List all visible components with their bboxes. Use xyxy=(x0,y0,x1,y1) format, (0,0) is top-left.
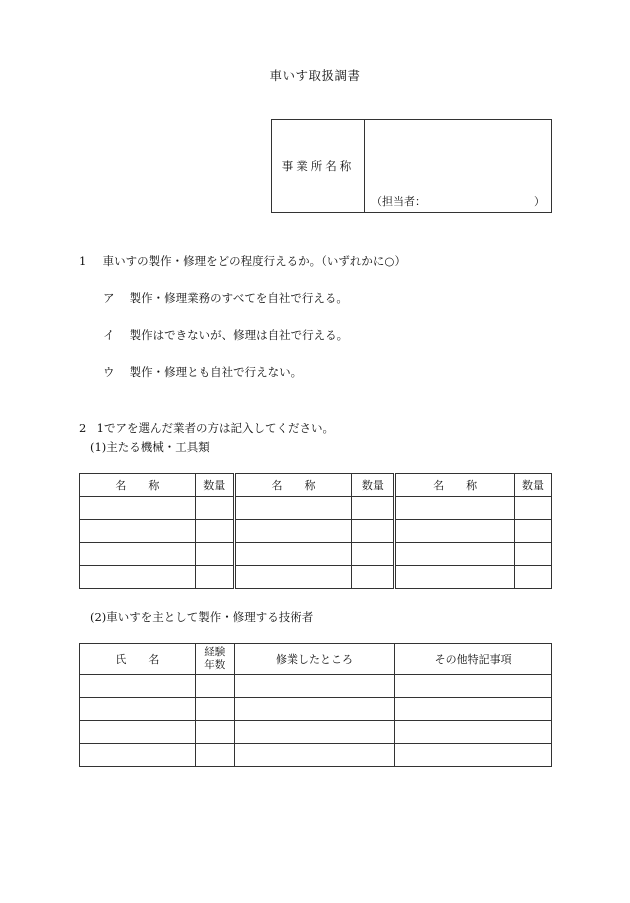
question-1 xyxy=(79,253,406,269)
table-row xyxy=(80,566,552,589)
tools-name-cell[interactable] xyxy=(395,520,515,543)
question-2 xyxy=(79,420,334,436)
tools-name-cell[interactable] xyxy=(395,566,515,589)
tools-qty-cell[interactable] xyxy=(195,566,234,589)
table-row xyxy=(80,675,552,698)
tools-qty-cell[interactable] xyxy=(195,497,234,520)
tools-qty-cell[interactable] xyxy=(352,520,395,543)
question-1-number: 1 xyxy=(79,254,87,268)
tools-name-cell[interactable] xyxy=(395,497,515,520)
technicians-table xyxy=(79,643,552,767)
tech-notes-cell[interactable] xyxy=(395,744,552,767)
business-info-table xyxy=(271,119,552,213)
option-a-mark: ア xyxy=(103,291,115,305)
tech-notes-cell[interactable] xyxy=(395,721,552,744)
option-i-text: 製作はできないが、修理は自社で行える。 xyxy=(129,328,349,342)
tech-experience-cell[interactable] xyxy=(195,698,234,721)
tools-name-cell[interactable] xyxy=(80,497,196,520)
tools-qty-header: 数量 xyxy=(195,474,234,497)
tech-experience-cell[interactable] xyxy=(195,744,234,767)
tools-table xyxy=(79,473,552,589)
tech-experience-cell[interactable] xyxy=(195,675,234,698)
tech-notes-cell[interactable] xyxy=(395,698,552,721)
tech-name-cell[interactable] xyxy=(80,744,196,767)
subsection-tools-label: (1)主たる機械・工具類 xyxy=(90,440,210,454)
question-2-text: 1でアを選んだ業者の方は記入してください。 xyxy=(96,421,334,435)
tools-qty-cell[interactable] xyxy=(515,497,552,520)
contact-close-label: ） xyxy=(534,195,545,208)
tools-qty-cell[interactable] xyxy=(515,566,552,589)
tools-qty-cell[interactable] xyxy=(352,497,395,520)
tech-name-header: 氏 名 xyxy=(80,644,196,675)
question-1-text: 車いすの製作・修理をどの程度行えるか。（いずれかに○） xyxy=(102,254,406,268)
tools-qty-cell[interactable] xyxy=(515,543,552,566)
tech-experience-header-line2: 年数 xyxy=(204,659,226,671)
tools-name-header: 名 称 xyxy=(234,474,352,497)
business-name-label: 事業所名称 xyxy=(272,120,365,213)
tech-experience-header xyxy=(195,644,234,675)
table-row xyxy=(80,497,552,520)
tech-experience-header-line1: 経験 xyxy=(204,646,226,658)
tools-qty-cell[interactable] xyxy=(515,520,552,543)
tech-name-cell[interactable] xyxy=(80,721,196,744)
tools-name-cell[interactable] xyxy=(80,566,196,589)
tools-name-cell[interactable] xyxy=(234,566,352,589)
table-row xyxy=(80,698,552,721)
tools-table-header xyxy=(80,474,552,497)
option-a-text: 製作・修理業務のすべてを自社で行える。 xyxy=(129,291,348,305)
option-u-mark: ウ xyxy=(103,365,115,379)
tech-notes-header: その他特記事項 xyxy=(395,644,552,675)
tech-name-cell[interactable] xyxy=(80,675,196,698)
table-row xyxy=(80,744,552,767)
tech-training-cell[interactable] xyxy=(234,721,395,744)
tools-name-cell[interactable] xyxy=(234,520,352,543)
subsection-technicians-label: (2)車いすを主として製作・修理する技術者 xyxy=(90,610,314,624)
technicians-table-header xyxy=(80,644,552,675)
option-a[interactable] xyxy=(103,290,348,306)
tools-qty-cell[interactable] xyxy=(352,566,395,589)
business-name-field[interactable] xyxy=(365,120,552,213)
tools-name-cell[interactable] xyxy=(234,543,352,566)
tools-name-cell[interactable] xyxy=(80,520,196,543)
tools-qty-cell[interactable] xyxy=(195,520,234,543)
question-2-number: 2 xyxy=(79,421,87,435)
tech-training-cell[interactable] xyxy=(234,675,395,698)
tech-name-cell[interactable] xyxy=(80,698,196,721)
table-row xyxy=(80,543,552,566)
tools-qty-header: 数量 xyxy=(515,474,552,497)
tech-training-cell[interactable] xyxy=(234,744,395,767)
tools-name-cell[interactable] xyxy=(234,497,352,520)
tools-qty-cell[interactable] xyxy=(195,543,234,566)
contact-person-row xyxy=(371,193,545,209)
tools-name-cell[interactable] xyxy=(80,543,196,566)
tech-experience-cell[interactable] xyxy=(195,721,234,744)
option-i[interactable] xyxy=(103,327,348,343)
option-u[interactable] xyxy=(103,364,302,380)
tech-training-cell[interactable] xyxy=(234,698,395,721)
tools-name-cell[interactable] xyxy=(395,543,515,566)
contact-open-label: （担当者： xyxy=(371,195,426,208)
tools-qty-header: 数量 xyxy=(352,474,395,497)
option-u-text: 製作・修理とも自社で行えない。 xyxy=(129,365,303,379)
tools-name-header: 名 称 xyxy=(395,474,515,497)
tools-qty-cell[interactable] xyxy=(352,543,395,566)
table-row xyxy=(80,520,552,543)
tech-training-header: 修業したところ xyxy=(234,644,395,675)
tools-name-header: 名 称 xyxy=(80,474,196,497)
option-i-mark: イ xyxy=(103,328,115,342)
page-title: 車いす取扱調書 xyxy=(269,68,361,83)
table-row xyxy=(80,721,552,744)
tech-notes-cell[interactable] xyxy=(395,675,552,698)
